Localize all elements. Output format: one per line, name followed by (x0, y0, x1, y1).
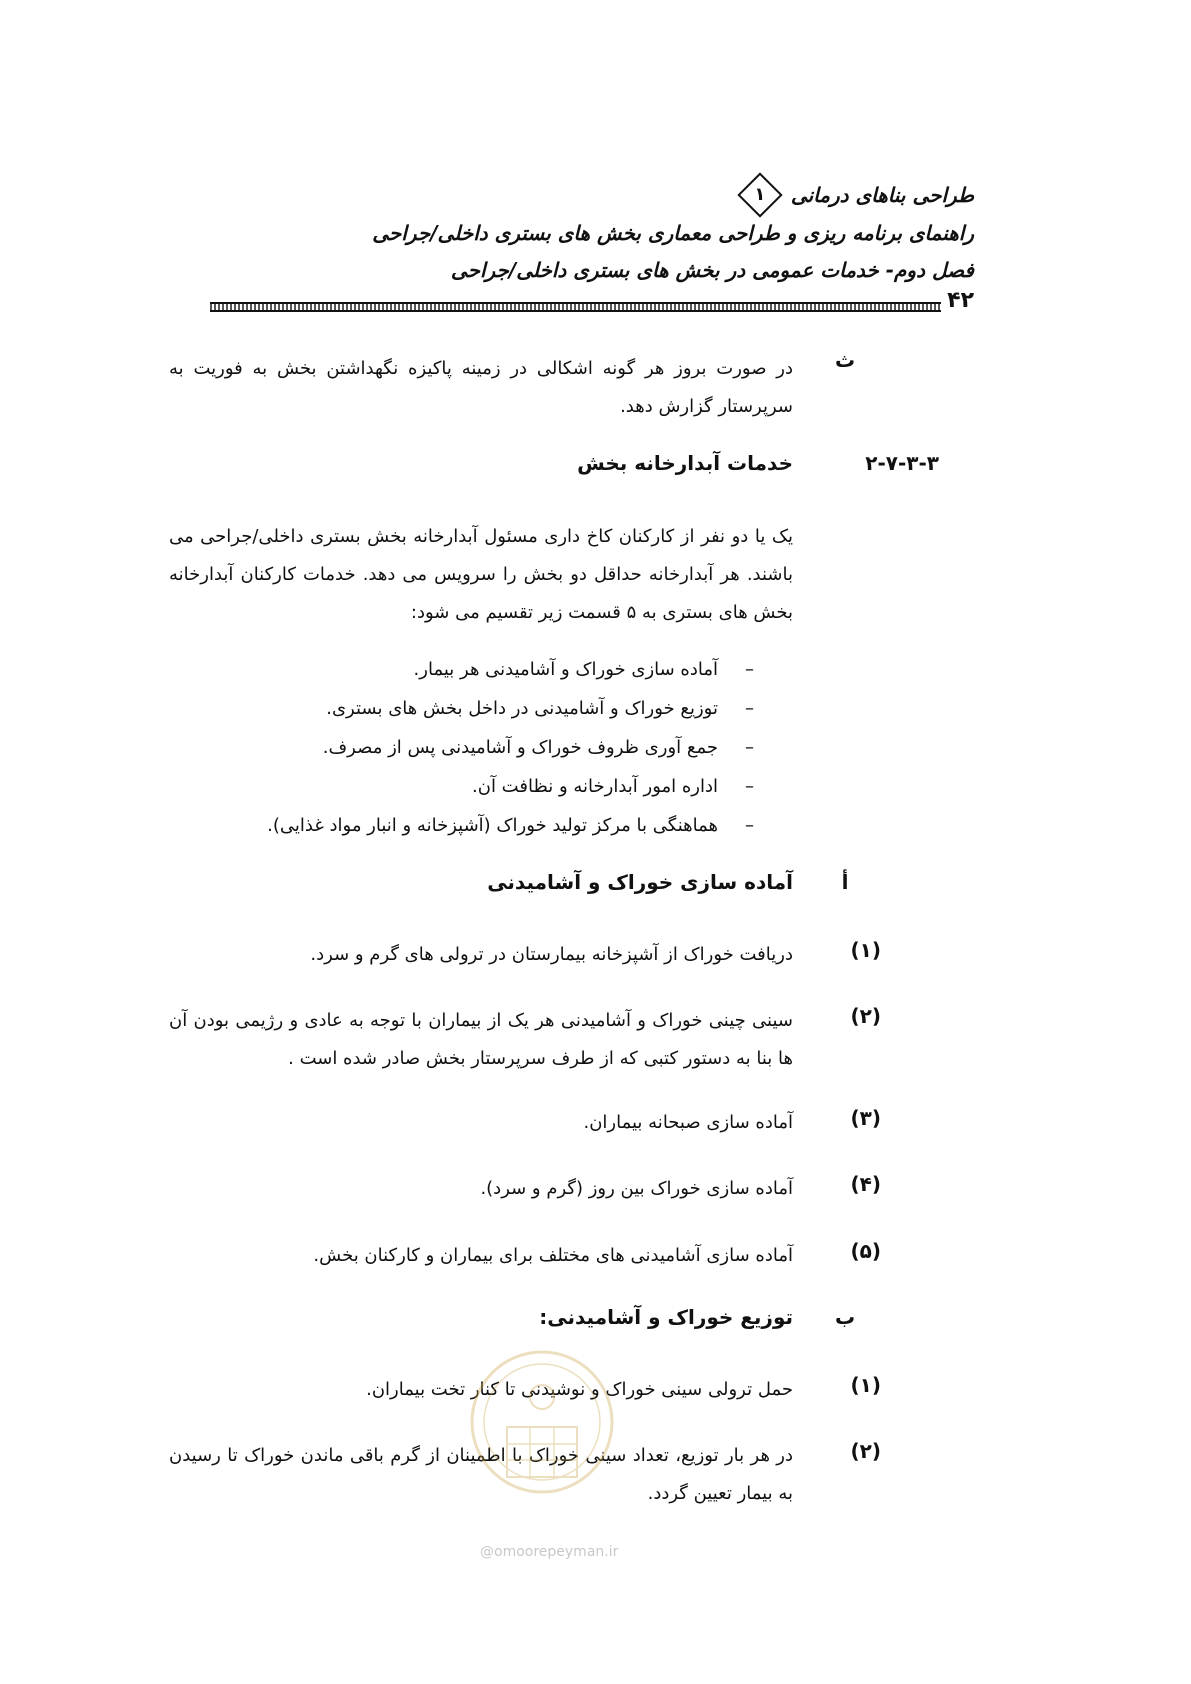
item-th-text: در صورت بروز هر گونه اشکالی در زمینه پاکیزه نگهداشتن بخش به فوریت به سرپرستار گزارش دهد. (169, 358, 793, 417)
watermark-url: @omoorepeyman.ir (480, 1544, 619, 1560)
page-number: ۴۲ (941, 288, 974, 313)
item-text: دریافت خوراک از آشپزخانه بیمارستان در ترولی های گرم و سرد. (310, 944, 793, 965)
header-series-title: طراحی بناهای درمانی (790, 183, 974, 207)
header-rule (210, 302, 970, 312)
item-text: در هر بار توزیع، تعداد سینی خوراک با اطمینان از گرم باقی ماندن خوراک تا رسیدن به بیمار تعیین گردد. (169, 1445, 793, 1504)
item-text: حمل ترولی سینی خوراک و نوشیدنی تا کنار تخت بیماران. (366, 1379, 793, 1400)
watermark-logo (467, 1342, 617, 1512)
section-title: خدمات آبدارخانه بخش (577, 451, 793, 475)
item-number: (۴) (850, 1172, 881, 1196)
item-text: آماده سازی صبحانه بیماران. (583, 1112, 793, 1133)
section-number: ۲-۷-۳-۳ (865, 451, 939, 475)
header-guide-title: راهنمای برنامه ریزی و طراحی معماری بخش های بستری داخلی/جراحی (372, 221, 974, 245)
service-list (267, 650, 754, 845)
header-series-line (214, 178, 974, 212)
item-number: (۱) (850, 1373, 881, 1397)
item-text: آماده سازی خوراک بین روز (گرم و سرد). (480, 1178, 793, 1199)
list-item: – هماهنگی با مرکز تولید خوراک (آشپزخانه و انبار مواد غذایی). (267, 806, 754, 845)
subsection-marker-b: ب (834, 1305, 856, 1329)
list-item: – جمع آوری ظروف خوراک و آشامیدنی پس از مصرف. (267, 728, 754, 767)
section-intro: یک یا دو نفر از کارکنان کاخ داری مسئول آبدارخانه بخش بستری داخلی/جراحی می باشند. هر آبدارخانه حداقل دو بخش را سرویس می دهد. خدمات کارکنان آبدارخانه بخش های بستری به ۵ قسمت زیر تقسیم می شود: (169, 526, 793, 623)
list-item: – توزیع خوراک و آشامیدنی در داخل بخش های بستری. (267, 689, 754, 728)
item-number: (۲) (850, 1004, 881, 1028)
header-chapter-title: فصل دوم- خدمات عمومی در بخش های بستری داخلی/جراحی (450, 258, 974, 282)
subsection-marker-a: أ (841, 870, 849, 894)
item-text: آماده سازی آشامیدنی های مختلف برای بیماران و کارکنان بخش. (313, 1245, 793, 1266)
item-number: (۳) (850, 1106, 881, 1130)
volume-number: ۱ (754, 184, 766, 205)
item-number: (۱) (850, 938, 881, 962)
item-number: (۲) (850, 1439, 881, 1463)
list-item: – اداره امور آبدارخانه و نظافت آن. (267, 767, 754, 806)
volume-badge (743, 178, 777, 212)
item-number: (۵) (850, 1239, 881, 1263)
subsection-b-title: توزیع خوراک و آشامیدنی: (539, 1305, 793, 1329)
item-text: سینی چینی خوراک و آشامیدنی هر یک از بیماران با توجه به عادی و رژیمی بودن آن ها بنا به دستور کتبی که از طرف سرپرستار بخش صادر شده است . (169, 1010, 793, 1069)
list-item: – آماده سازی خوراک و آشامیدنی هر بیمار. (267, 650, 754, 689)
subsection-a-title: آماده سازی خوراک و آشامیدنی (487, 870, 793, 894)
item-marker-th: ث (834, 348, 856, 372)
